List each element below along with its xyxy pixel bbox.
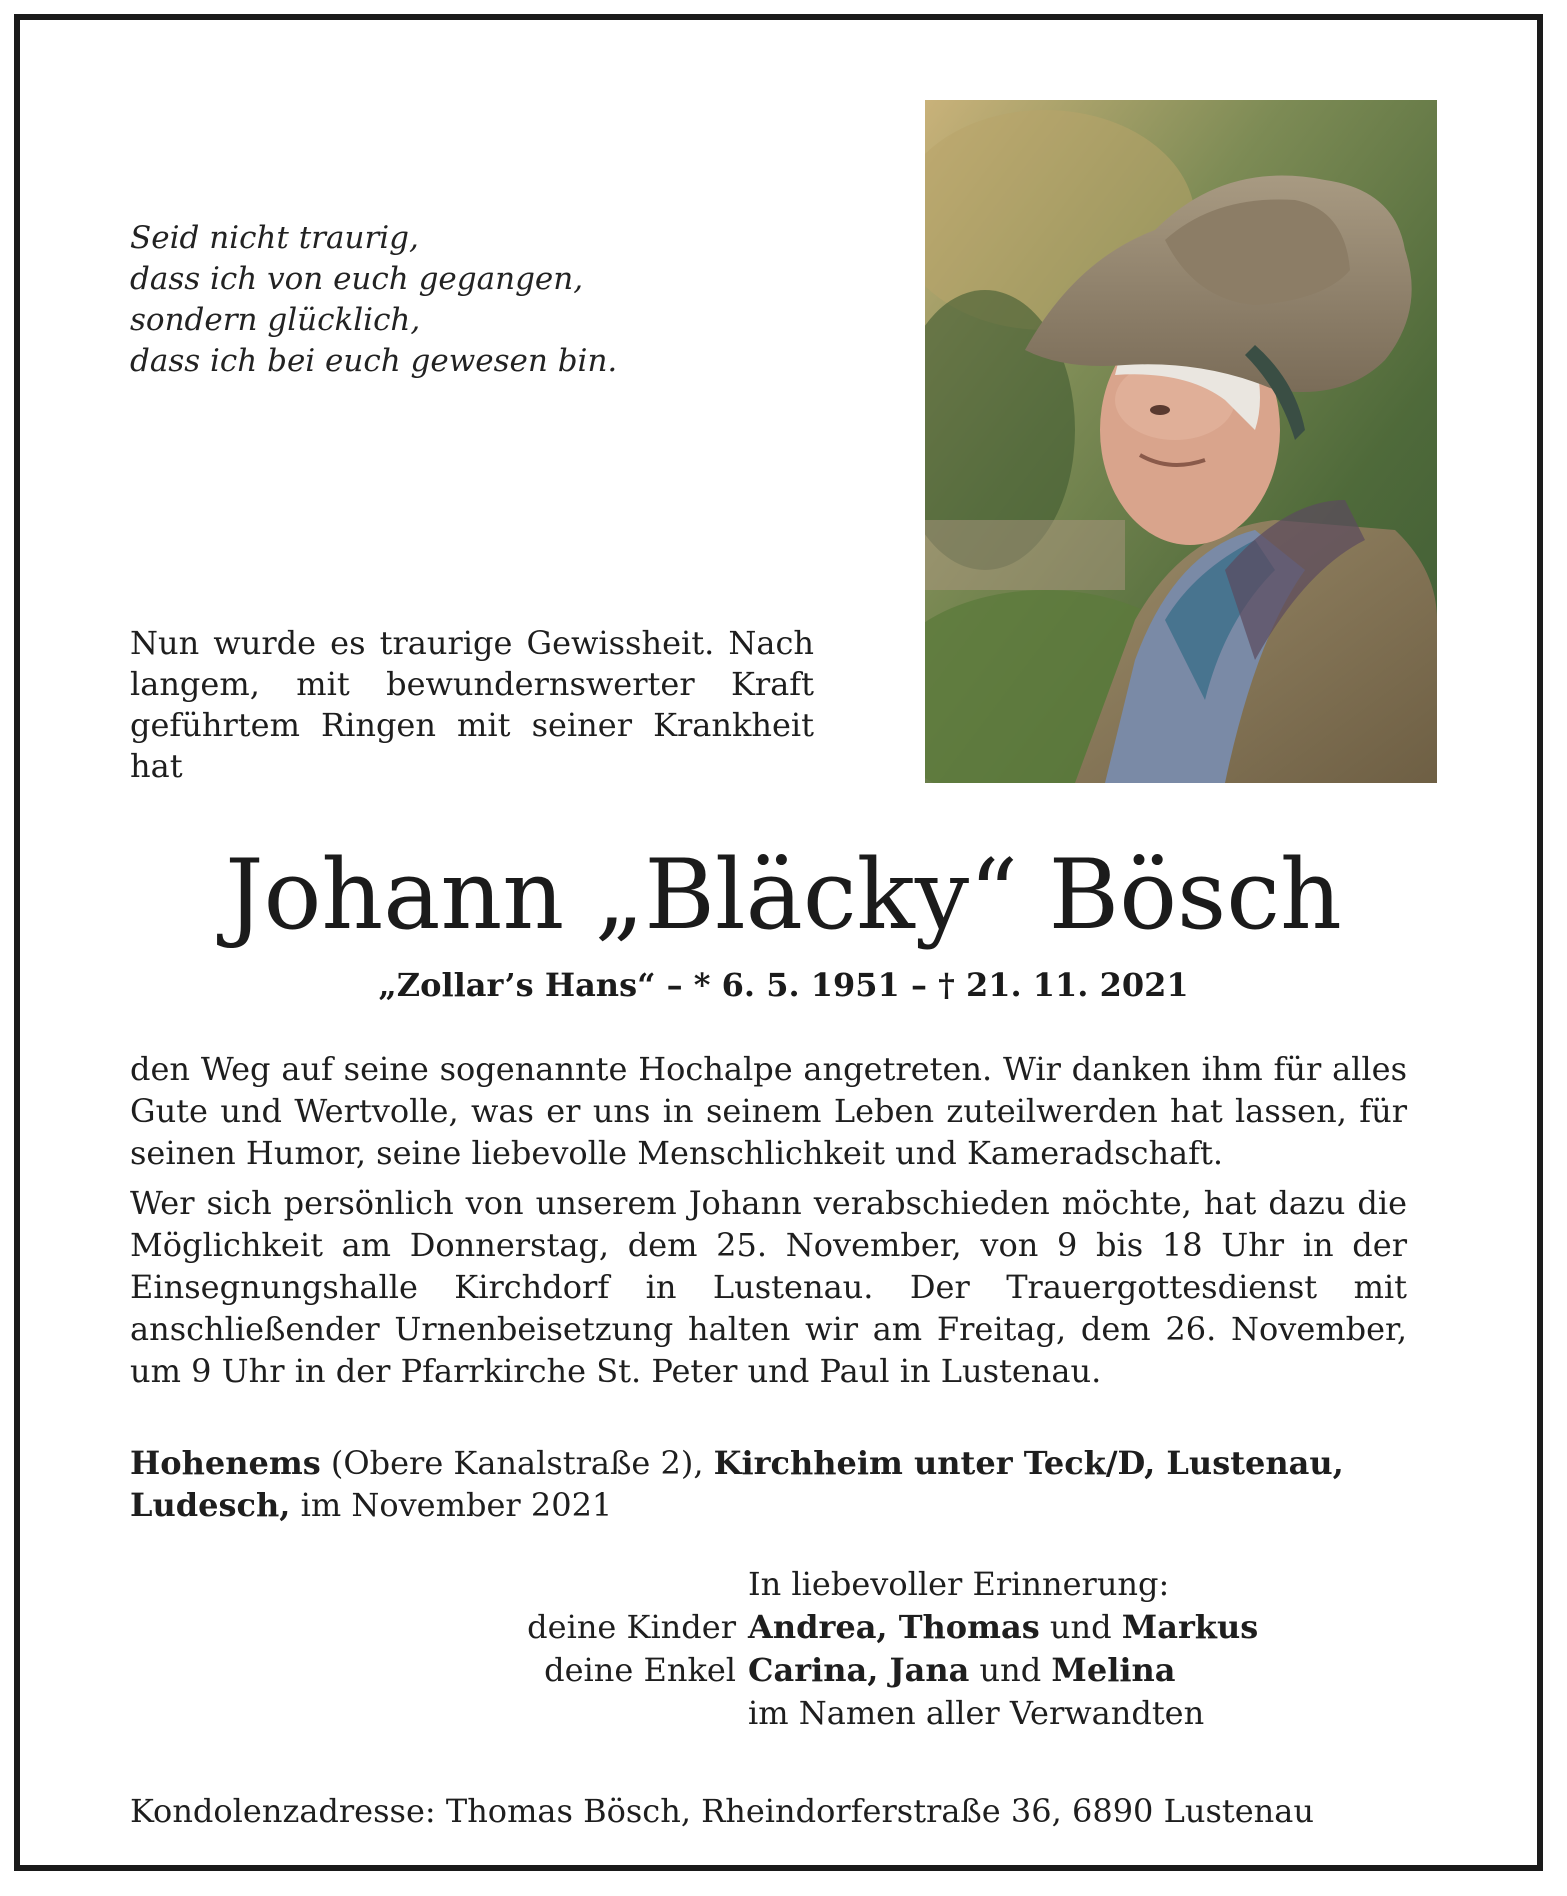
quote-line: Seid nicht traurig,: [130, 220, 419, 256]
signoff-heading: In liebevoller Erinnerung:: [748, 1565, 1170, 1603]
towns: Kirchheim unter Teck/D, Lustenau, Ludesch,: [130, 1444, 1344, 1524]
signoff-grandchildren-row: [505, 1649, 1405, 1692]
date-text: im November 2021: [300, 1486, 613, 1524]
quote-line: dass ich von euch gegangen,: [130, 261, 584, 297]
signoff-relatives-row: [505, 1692, 1405, 1735]
grandchildren-label: deine Enkel: [544, 1651, 736, 1689]
portrait-photo: [925, 100, 1437, 783]
quote-line: sondern glücklich,: [130, 302, 421, 338]
life-dates: „Zollar’s Hans“ – * 6. 5. 1951 – † 21. 11. 2021: [378, 966, 1189, 1004]
quote-line: dass ich bei euch gewesen bin.: [130, 343, 618, 379]
children-label: deine Kinder: [527, 1608, 736, 1646]
grandchildren-and: und: [979, 1651, 1042, 1689]
children-and: und: [1049, 1608, 1112, 1646]
paragraph: Wer sich persönlich von unserem Johann verabschieden möchte, hat dazu die Möglichkeit am Donnerstag, dem 25. November, von 9 bis 18 Uhr in der Einsegnungshalle Kirchdorf in Lustenau. Der Trauergottesdienst mit anschließender Urnenbeisetzung halten wir am Freitag, dem 26. November, um 9 Uhr in der Pfarrkirche St. Peter und Paul in Lustenau.: [130, 1184, 1407, 1390]
paragraph: den Weg auf seine sogenannte Hochalpe angetreten. Wir danken ihm für alles Gute und Wertvolle, was er uns in seinem Leben zuteilwerden hat lassen, für seinen Humor, seine liebevolle Menschlichkeit und Kameradschaft.: [130, 1050, 1407, 1172]
children-last: Markus: [1121, 1608, 1259, 1646]
relatives: im Namen aller Verwandten: [748, 1694, 1205, 1732]
children-names: Andrea, Thomas: [748, 1608, 1040, 1646]
signoff: [505, 1563, 1405, 1735]
intro-text: Nun wurde es traurige Gewissheit. Nach langem, mit bewundernswerter Kraft geführtem Ringen mit seiner Krankheit hat: [130, 624, 814, 785]
places-line: [130, 1442, 1407, 1526]
grandchildren-last: Melina: [1051, 1651, 1176, 1689]
grandchildren-names: Carina, Jana: [748, 1651, 970, 1689]
town-detail: (Obere Kanalstraße 2),: [330, 1444, 704, 1482]
body-text: [130, 1048, 1407, 1400]
deceased-name: Johann „Bläcky“ Bösch: [225, 839, 1342, 951]
signoff-heading-row: [505, 1563, 1405, 1606]
signoff-children-row: [505, 1606, 1405, 1649]
town: Hohenems: [130, 1444, 321, 1482]
portrait-illustration: [925, 100, 1437, 783]
condolence-address: Kondolenzadresse: Thomas Bösch, Rheindorferstraße 36, 6890 Lustenau: [130, 1792, 1314, 1830]
quote: [130, 218, 650, 382]
